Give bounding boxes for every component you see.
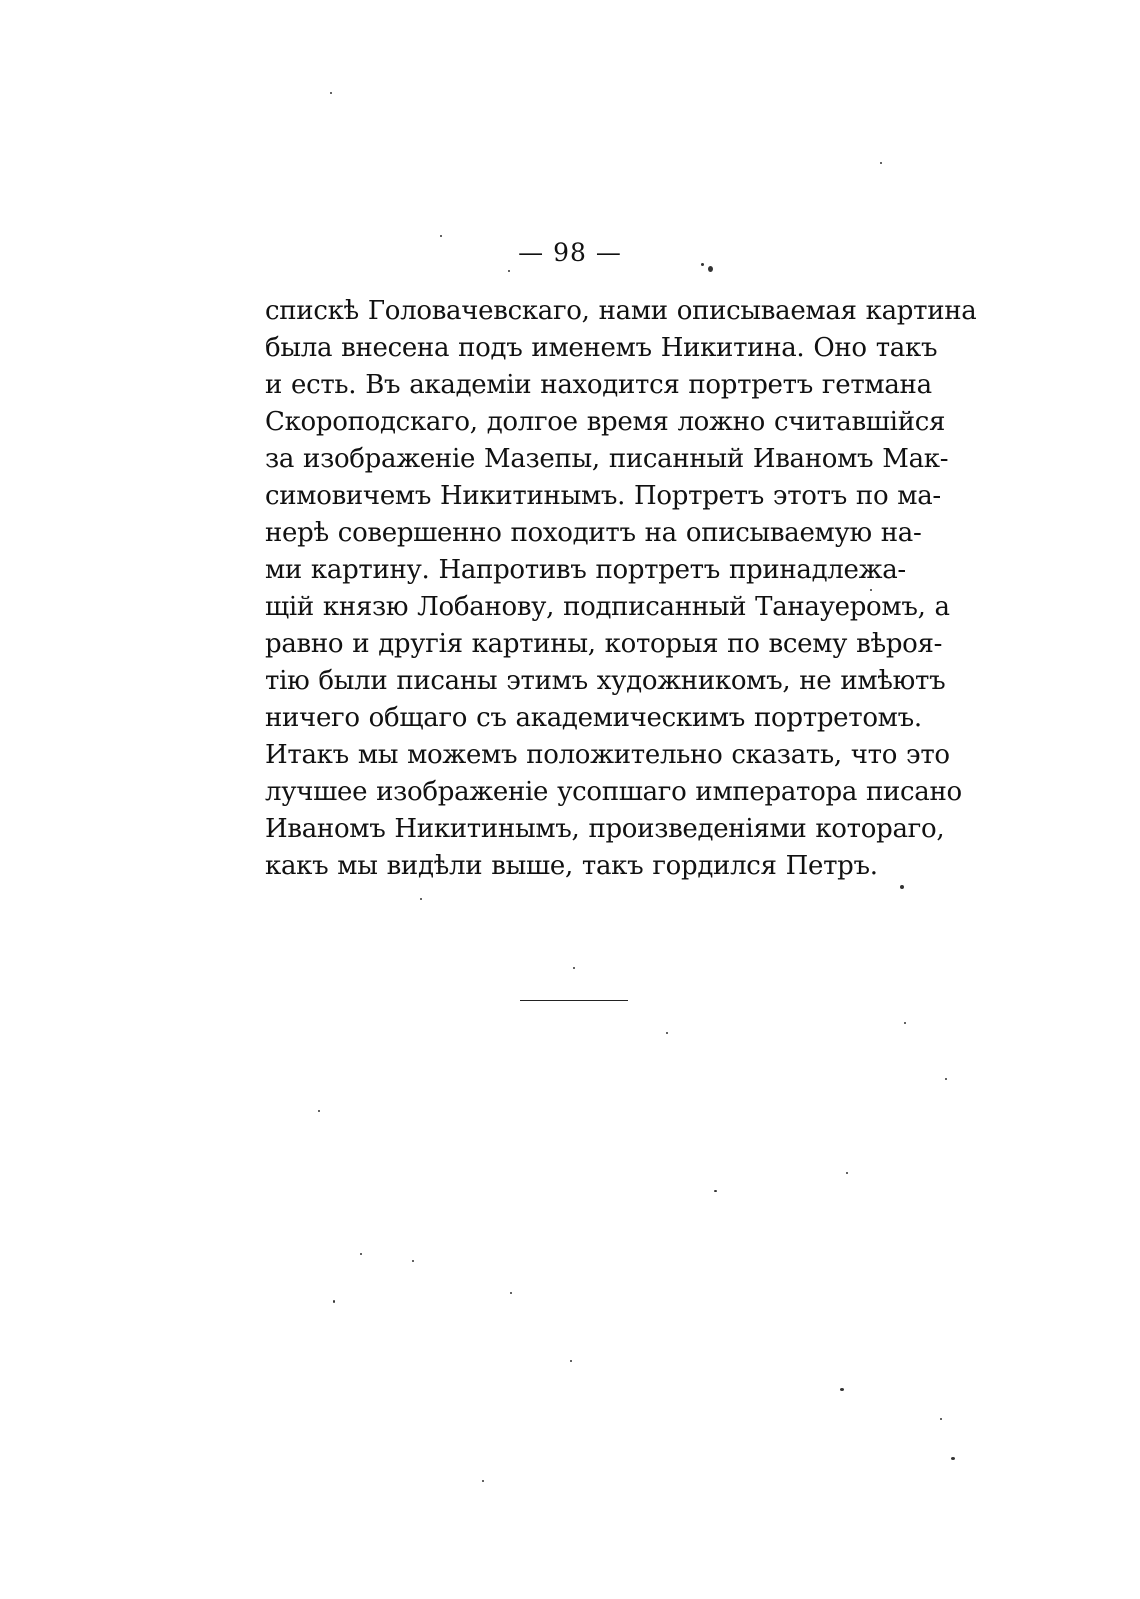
text-line: спискѣ Головачевскаго, нами описываемая картина <box>265 296 977 326</box>
body-text <box>265 293 977 885</box>
text-line: Итакъ мы можемъ положительно сказать, что это <box>265 740 950 770</box>
scan-speck <box>508 270 510 272</box>
scan-speck <box>870 589 872 591</box>
text-line: была внесена подъ именемъ Никитина. Оно такъ <box>265 333 938 363</box>
scan-speck <box>940 1418 942 1420</box>
scan-speck <box>570 1360 572 1362</box>
scan-speck <box>573 967 575 969</box>
text-line: лучшее изображеніе усопшаго императора писано <box>265 777 962 807</box>
scan-speck <box>904 1022 906 1024</box>
text-line: равно и другія картины, которыя по всему вѣроя- <box>265 629 943 659</box>
scan-speck <box>840 1388 844 1391</box>
scan-speck <box>701 263 704 266</box>
scan-speck <box>714 1190 717 1192</box>
text-line: щій князю Лобанову, подписанный Танауеромъ, а <box>265 592 950 622</box>
scan-speck <box>482 1480 484 1482</box>
scan-speck <box>420 898 422 900</box>
page-number: — 98 — <box>518 238 622 267</box>
scan-speck <box>666 1032 668 1034</box>
text-line: ми картину. Напротивъ портретъ принадлежа- <box>265 555 906 585</box>
scan-speck <box>412 1260 414 1262</box>
scan-speck <box>900 885 904 889</box>
scan-speck <box>318 1110 320 1112</box>
text-line: за изображеніе Мазепы, писанный Иваномъ Мак- <box>265 444 949 474</box>
scan-speck <box>510 1292 512 1294</box>
scan-speck <box>360 1253 362 1255</box>
text-line: нерѣ совершенно походитъ на описываемую на- <box>265 518 922 548</box>
scan-speck <box>945 1078 947 1080</box>
text-line: ничего общаго съ академическимъ портретомъ. <box>265 703 922 733</box>
scan-speck <box>333 1300 335 1303</box>
scan-speck <box>440 235 442 237</box>
text-line: тію были писаны этимъ художникомъ, не имѣютъ <box>265 666 946 696</box>
text-line: какъ мы видѣли выше, такъ гордился Петръ. <box>265 851 878 881</box>
scan-speck <box>846 1172 848 1174</box>
scan-speck <box>708 266 713 272</box>
scan-speck <box>330 92 332 94</box>
scan-speck <box>880 162 882 164</box>
text-line: и есть. Въ академіи находится портретъ гетмана <box>265 370 932 400</box>
text-line: симовичемъ Никитинымъ. Портретъ этотъ по ма- <box>265 481 941 511</box>
end-rule <box>520 1000 628 1001</box>
scan-speck <box>951 1457 955 1460</box>
text-line: Скороподскаго, долгое время ложно считавшійся <box>265 407 946 437</box>
text-line: Иваномъ Никитинымъ, произведеніями котораго, <box>265 814 945 844</box>
